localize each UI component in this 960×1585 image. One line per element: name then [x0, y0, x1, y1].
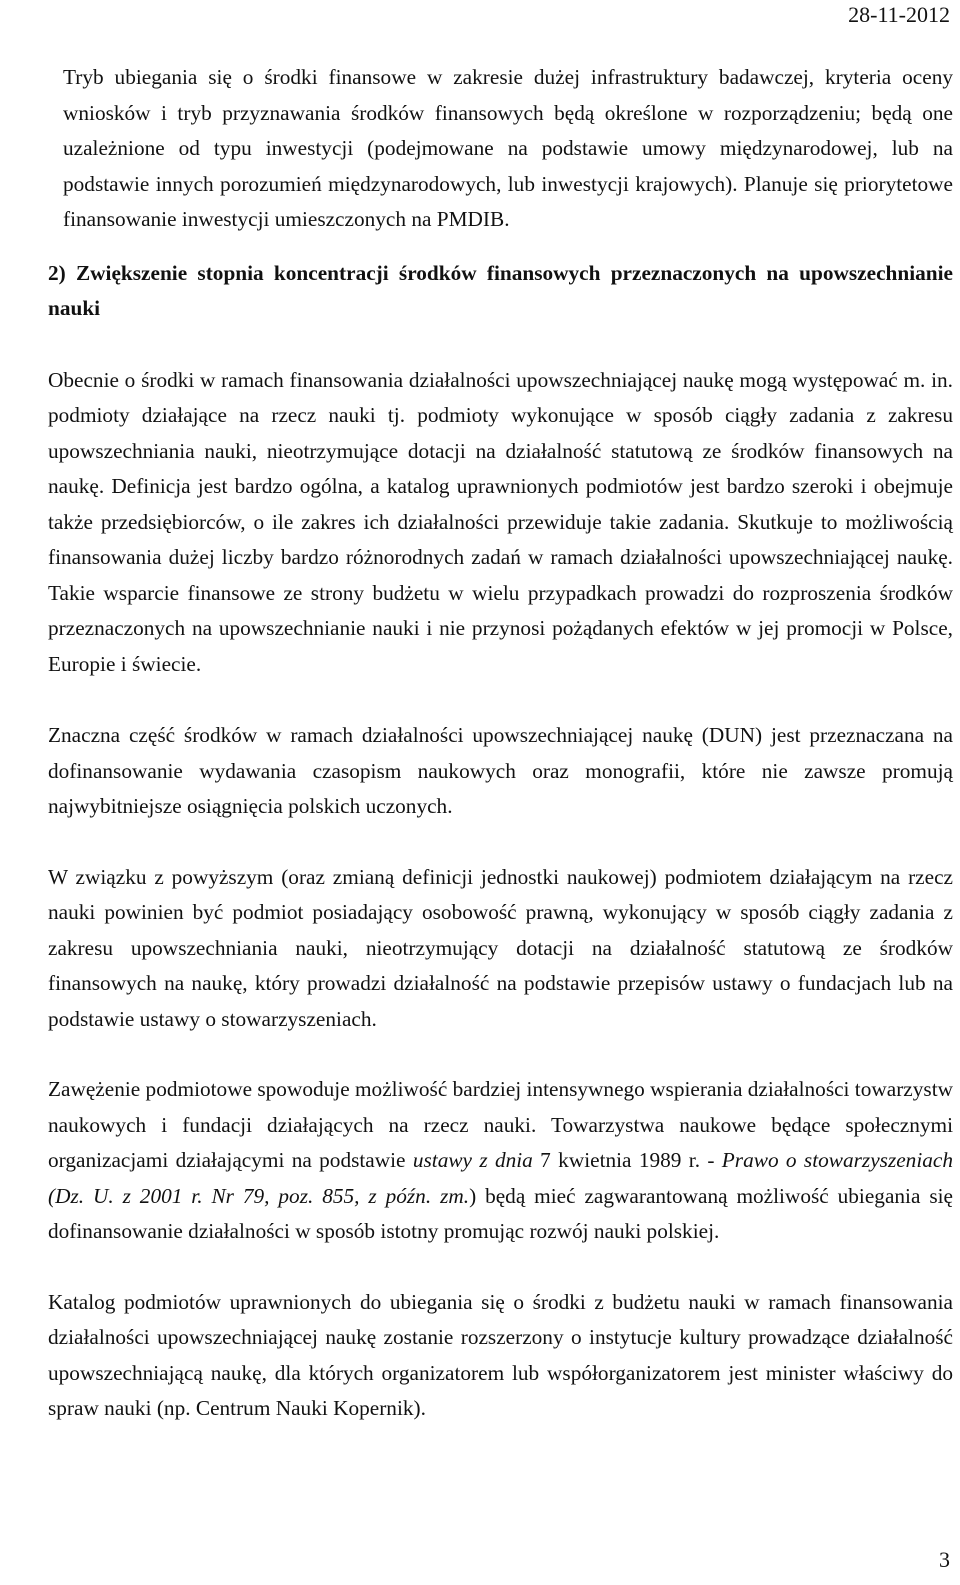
paragraph-narrowing	[48, 1072, 953, 1250]
section-heading: 2) Zwiększenie stopnia koncentracji środków finansowych przeznaczonych na upowszechnianie nauki	[48, 260, 953, 320]
document-body	[48, 60, 953, 1427]
italic-citation: Prawo o stowarzyszeniach (Dz. U. z 2001 r. Nr 79, poz. 855, z późn. zm.	[48, 1148, 953, 1208]
paragraph-dun: Znaczna część środków w ramach działalności upowszechniającej naukę (DUN) jest przeznaczana na dofinansowanie wydawania czasopism naukowych oraz monografii, które nie zawsze promują najwybitniejsze osiągnięcia polskich uczonych.	[48, 723, 953, 818]
italic-run: ustawy z dnia	[412, 1148, 533, 1172]
text-run: 7 kwietnia 1989 r. -	[532, 1148, 722, 1172]
text-run: Zawężenie podmiotowe spowoduje możliwość bardziej intensywnego wspierania działalności towarzystw naukowych i fundacji działających na rzecz nauki. Towarzystwa naukowe będące społecznymi organizacjami działającymi na podstawie	[48, 1077, 953, 1172]
text-run: ) będą mieć zagwarantowaną możliwość ubiegania się dofinansowanie działalności w sposób istotny promując rozwój nauki polskiej.	[48, 1183, 953, 1243]
document-date: 28-11-2012	[848, 2, 950, 27]
paragraph-current-state: Obecnie o środki w ramach finansowania działalności upowszechniającej naukę mogą występować m. in. podmioty działające na rzecz nauki tj. podmioty wykonujące w sposób ciągły zadania z zakresu upowszechniania nauki, nieotrzymujące dotacji na działalność statutową ze środków finansowych na naukę. Definicja jest bardzo ogólna, a katalog uprawnionych podmiotów jest bardzo szeroki i obejmuje także przedsiębiorców, o ile zakres ich działalności przewiduje takie zadania. Skutkuje to możliwością finansowania dużej liczby bardzo różnorodnych zadań w ramach działalności upowszechniającej naukę. Takie wsparcie finansowe ze strony budżetu w wielu przypadkach prowadzi do rozproszenia środków przeznaczonych na upowszechnianie nauki i nie przynosi pożądanych efektów w jej promocji w Polsce, Europie i świecie.	[48, 367, 953, 676]
page-number: 3	[939, 1547, 950, 1572]
paragraph-infrastructure: Tryb ubiegania się o środki finansowe w zakresie dużej infrastruktury badawczej, kryteria oceny wniosków i tryb przyznawania środków finansowych będą określone w rozporządzeniu; będą one uzależnione od typu inwestycji (podejmowane na podstawie umowy międzynarodowej, lub na podstawie innych porozumień międzynarodowych, lub inwestycji krajowych). Planuje się priorytetowe finansowanie inwestycji umieszczonych na PMDIB.	[63, 65, 953, 231]
paragraph-catalog: Katalog podmiotów uprawnionych do ubiegania się o środki z budżetu nauki w ramach finansowania działalności upowszechniającej naukę zostanie rozszerzony o instytucje kultury prowadzące działalność upowszechniającą naukę, dla których organizatorem lub współorganizatorem jest minister właściwy do spraw nauki (np. Centrum Nauki Kopernik).	[48, 1289, 953, 1420]
paragraph-definition: W związku z powyższym (oraz zmianą definicji jednostki naukowej) podmiotem działającym na rzecz nauki powinien być podmiot posiadający osobowość prawną, wykonujący w sposób ciągły zadania z zakresu upowszechniania nauki, nieotrzymujący dotacji na działalność statutową ze środków finansowych na naukę, który prowadzi działalność na podstawie przepisów ustawy o fundacjach lub na podstawie ustawy o stowarzyszeniach.	[48, 864, 953, 1031]
